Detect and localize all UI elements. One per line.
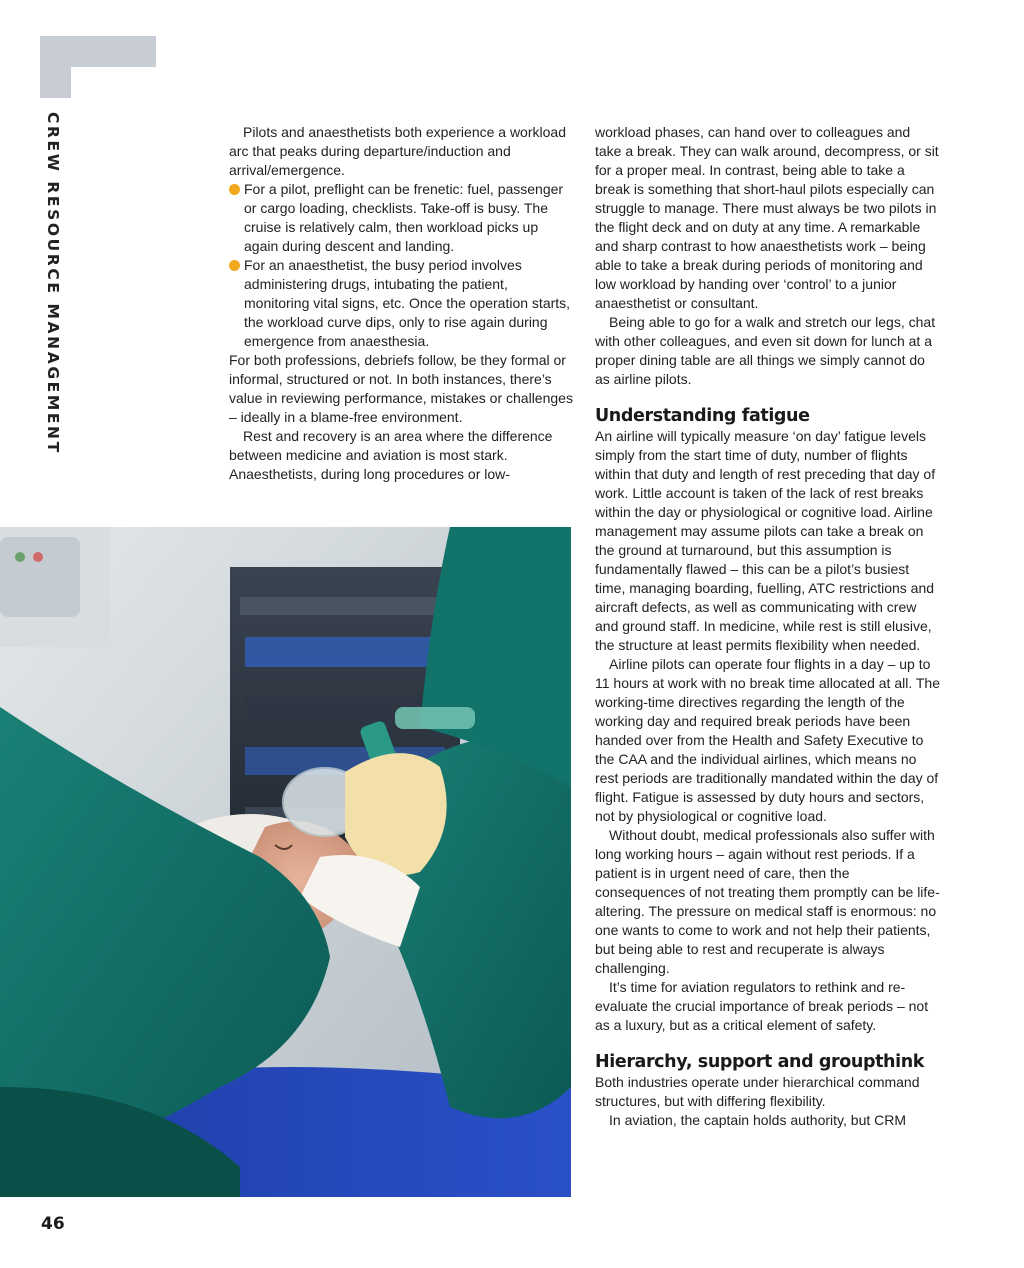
text-column-left <box>229 123 575 484</box>
text-column-right <box>595 123 940 1130</box>
fatigue-paragraph-4: It’s time for aviation regulators to rethink and re-evaluate the crucial importance of break periods – not as a luxury, but as a critical element of safety. <box>595 979 929 1033</box>
hierarchy-paragraph-2: In aviation, the captain holds authority, but CRM <box>609 1112 907 1128</box>
rest-paragraph: Rest and recovery is an area where the difference between medicine and aviation is most stark. Anaesthetists, during long procedures or low- <box>229 428 553 482</box>
bullet-item-anaesthetist <box>229 256 575 351</box>
page-number: 46 <box>41 1214 65 1234</box>
hierarchy-paragraph-1: Both industries operate under hierarchical command structures, but with differing flexibility. <box>595 1074 920 1109</box>
heading-understanding-fatigue: Understanding fatigue <box>595 406 810 426</box>
continued-paragraph: workload phases, can hand over to colleagues and take a break. They can walk around, decompress, or sit for a proper meal. In contrast, being able to take a break is something that short-haul pilots especially can struggle to manage. There must always be two pilots in the flight deck and on duty at any time. A remarkable and sharp contrast to how anaesthetists work – being able to take a break during periods of monitoring and low workload by handing over ‘control’ to a junior anaesthetist or consultant. <box>595 124 939 311</box>
corner-mark-vertical <box>40 36 71 98</box>
bullet-dot-icon <box>229 260 240 271</box>
debriefs-paragraph: For both professions, debriefs follow, be they formal or informal, structured or not. In both instances, there’s value in reviewing performance, mistakes or challenges – ideally in a blame-free environment. <box>229 352 573 425</box>
fatigue-paragraph-2: Airline pilots can operate four flights in a day – up to 11 hours at work with no break time allocated at all. The working-time directives regarding the length of the working day and required break periods have been handed over from the Health and Safety Executive to the CAA and the individual airlines, which means no rest periods are traditionally mandated within the day of flight. Fatigue is assessed by duty hours and sectors, not by physiological or cognitive load. <box>595 656 940 824</box>
bullet-dot-icon <box>229 184 240 195</box>
intro-paragraph: Pilots and anaesthetists both experience a workload arc that peaks during departure/induction and arrival/emergence. <box>229 124 566 178</box>
bullet-text: For a pilot, preflight can be frenetic: fuel, passenger or cargo loading, checklists. Take-off is busy. The cruise is relatively calm, then workload picks up again during descent and landing. <box>244 181 564 254</box>
fatigue-paragraph-3: Without doubt, medical professionals also suffer with long working hours – again without rest periods. If a patient is in urgent need of care, then the consequences of not treating them promptly can be life-altering. The pressure on medical staff is enormous: no one wants to come to work and not help their patients, but being able to rest and recuperate is always challenging. <box>595 827 940 976</box>
operating-room-photo <box>0 527 571 1197</box>
walk-paragraph: Being able to go for a walk and stretch our legs, chat with other colleagues, and even sit down for lunch at a proper dining table are all things we simply cannot do as airline pilots. <box>595 314 936 387</box>
bullet-item-pilot <box>229 180 575 256</box>
fatigue-paragraph-1: An airline will typically measure ‘on day’ fatigue levels simply from the start time of duty, number of flights within that duty and length of rest preceding that day of work. Little account is taken of the lack of rest breaks within the day or physiological or cognitive load. Airline management may assume pilots can take a break on the ground at turnaround, but this assumption is fundamentally flawed – this can be a pilot’s busiest time, managing boarding, fuelling, ATC restrictions and aircraft defects, as well as communicating with crew and ground staff. In medicine, while rest is still elusive, the structure at least permits flexibility when needed. <box>595 428 936 653</box>
section-label: CREW RESOURCE MANAGEMENT <box>44 112 62 455</box>
bullet-text: For an anaesthetist, the busy period involves administering drugs, intubating the patient, monitoring vital signs, etc. Once the operation starts, the workload curve dips, only to rise again during emergence from anaesthesia. <box>244 257 571 349</box>
heading-hierarchy: Hierarchy, support and groupthink <box>595 1052 925 1072</box>
